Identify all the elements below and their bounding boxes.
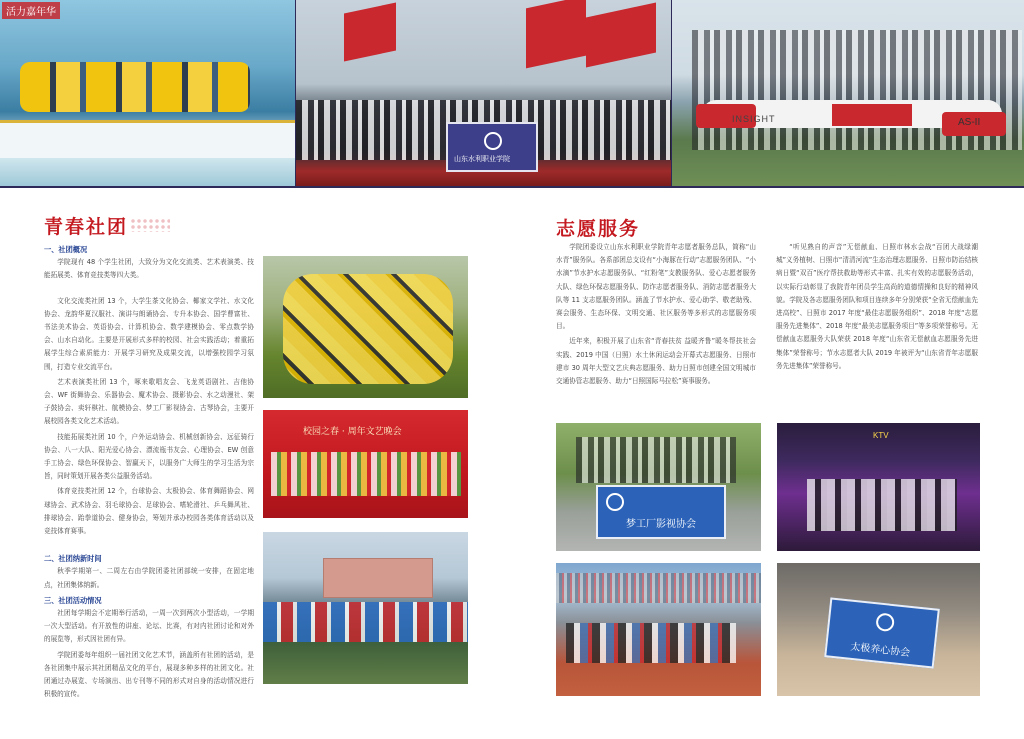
- football-team-photo: [263, 256, 468, 398]
- sports-race-photo: [556, 563, 761, 696]
- red-flag: [344, 2, 396, 61]
- ktv-sign: KTV: [873, 431, 889, 440]
- dragon-boat-photo: [0, 0, 295, 186]
- rowers: [20, 62, 250, 112]
- top-photo-strip: [0, 0, 1024, 188]
- team-players: [283, 274, 453, 384]
- para-volunteer-org: 学院团委设立山东水利职业学院青年志愿者服务总队，简称“山水青”服务队。各系部团总支设有“小海豚在行动”志愿服务团队、“小水滴”节水护水志愿服务队、“红粉笔”支教服务队、爱心志愿者服务大队、绿色环保志愿服务队、防诈志愿者服务队、消防志愿者服务大队等 11 支志愿服务团队。涵盖了节水护水、爱心助学、敬老助残、赛会服务、生态环保、文明交通、社区服务等多形式的志愿服务项目。: [556, 243, 756, 331]
- stage-performance-photo: [263, 410, 468, 518]
- heading-activities: 三、社团活动情况: [44, 595, 102, 605]
- boat: [0, 120, 295, 158]
- dancers: [807, 479, 957, 531]
- uav-label: INSIGHT: [732, 114, 776, 124]
- para-volunteer-honors: “听见熟自的声音”无偿献血、日照市林水会战“百团大战绿潮城”义务植树、日照市“清清河流”生态治理志愿服务、日照市防治结核病日暨“双百”医疗帮扶救助等形式丰富、扎实有效的志愿服务活动，以实际行动彰显了我院青年团员学生高尚的道德情操和良好的精神风貌。学院及各志愿服务团队和项目连续多年分别荣获“全省无偿献血先进高校”、日照市 2017 年度“最佳志愿服务组织”、2018 年度“志愿服务先进集体”、2018 年度“最美志愿服务项目”等多项荣誉称号。无偿献血志愿服务大队荣获 2018 年度“山东省无偿献血志愿服务先进集体”荣誉称号；节水志愿者大队 2019 年被评为“山东省青年志愿服务先进集体”荣誉称号。: [776, 243, 978, 370]
- taichi-club-photo: [777, 563, 980, 696]
- campus-building: [323, 558, 433, 598]
- volunteer-text-col1: [556, 241, 756, 390]
- taichi-club-banner: [824, 597, 940, 668]
- club-fair-photo: [263, 532, 468, 684]
- runners: [566, 623, 736, 663]
- uav-model: AS-II: [958, 117, 981, 128]
- team-banner: [446, 122, 538, 172]
- fair-tents: [263, 602, 468, 642]
- para-culture-clubs: 文化交流类社团 13 个，大学生茶文化协会、椰家文学社、水文化协会、龙韵华夏汉服社、演讲与朗诵协会、专升本协会、国学曹富社、书法美术协会、英语协会、计算机协会、数学建模协会、零点数学协会、山水自动化。主要是开展形式多样的校园、社会实践活动；着重拓展学生综合素质能力：开展学习研究及成果交流，以增强校园学习氛围，打造专业交流平台。: [44, 296, 254, 371]
- photo-caption: 活力嘉年华: [2, 2, 60, 19]
- club-members: [576, 437, 736, 483]
- stands: [556, 573, 761, 603]
- emblem-icon: [484, 132, 502, 150]
- decorative-dots: [130, 218, 170, 232]
- para-art-festival: 学院团委每年组织一届社团文化艺术节，涵盖所有社团的活动，是各社团集中展示其社团精品文化的平台，展现多种多样的社团文化。社团通过办展览、专场演出、出专刊等不同的形式对自身的活动情况进行积极的宣传。: [44, 650, 254, 699]
- banner-text: 梦工厂影视协会: [626, 519, 696, 530]
- dancers: [271, 452, 461, 496]
- film-club-banner: [596, 485, 726, 539]
- heading-recruit-time: 二、社团纳新时间: [44, 554, 102, 564]
- clubs-text-column: [44, 241, 254, 704]
- stage-banner: 校园之春 · 周年文艺晚会: [303, 427, 402, 437]
- night-dance-photo: [777, 423, 980, 551]
- banner-text: 太极养心协会: [849, 641, 911, 660]
- para-skill-clubs: 技能拓展类社团 10 个，户外运动协会、机械创新协会、远征骑行协会、八一大队、阳光爱心协会、漂流瓶书友会、心理协会、EW 创意手工协会、绿色环保协会、智赢天下，以服务广大师生的学习生活为宗旨，同时策划开展各类公益服务活动。: [44, 432, 254, 481]
- banner-text: 山东水利职业学院: [454, 155, 510, 163]
- para-recruit-time: 秋季学期第一、二周左右由学院团委社团部统一安排，在固定地点，社团集体纳新。: [44, 567, 254, 589]
- para-overview: 学院现有 48 个学生社团，大致分为文化交流类、艺术表演类、技能拓展类、体育竞技类等四大类。: [44, 258, 254, 280]
- drone-team-photo: [672, 0, 1024, 186]
- red-flag: [586, 3, 656, 68]
- volunteer-text-col2: [776, 241, 978, 375]
- emblem-icon: [875, 612, 895, 632]
- section-title-volunteer: 志愿服务: [556, 218, 641, 240]
- red-flag: [526, 0, 586, 68]
- para-volunteer-recent: 近年来，积极开展了山东省“青春扶贫 益暖齐鲁”暖冬帮扶社会实践、2019 中国（日照）水土休闲运动会开幕式志愿服务、日照市建市 30 周年大型文艺庆典志愿服务、助力日照市创建全国文明城市交通协管志愿服务、助力“日照国际马拉松”赛事服务。: [556, 337, 756, 386]
- uav-tail: [832, 104, 912, 126]
- para-art-clubs: 艺术表演类社团 13 个，啄来歌唱友会、飞龙英语剧社、吉他协会、WF 街舞协会、乐器协会、魔术协会、摄影协会、水之动漫社、架子鼓协会、卖轩棋社、航模协会、梦工厂影视协会、古琴协会，主要开展校园各类文化艺术活动。: [44, 377, 254, 426]
- heading-overview: 一、社团概况: [44, 245, 88, 254]
- film-club-photo: [556, 423, 761, 551]
- group-photo-flags: [296, 0, 671, 186]
- emblem-icon: [606, 493, 624, 511]
- section-title-clubs: 青春社团: [44, 216, 129, 238]
- para-sport-clubs: 体育竞技类社团 12 个，台球协会、太极协会、体育舞蹈协会、网球协会、武术协会、羽毛球协会、足球协会、嗜轮滑社、乒乓舞风社、排球协会、跆拳道协会、健身协会，筹划并承办校园各类体育活动以及竞技体育赛事。: [44, 487, 254, 536]
- para-activities: 社团每学期会不定期举行活动，一周一次到两次小型活动，一学期一次大型活动。有开放性的讲座、论坛、比赛，有对内社团讨论和对外的展览等，形式因社团有异。: [44, 609, 254, 644]
